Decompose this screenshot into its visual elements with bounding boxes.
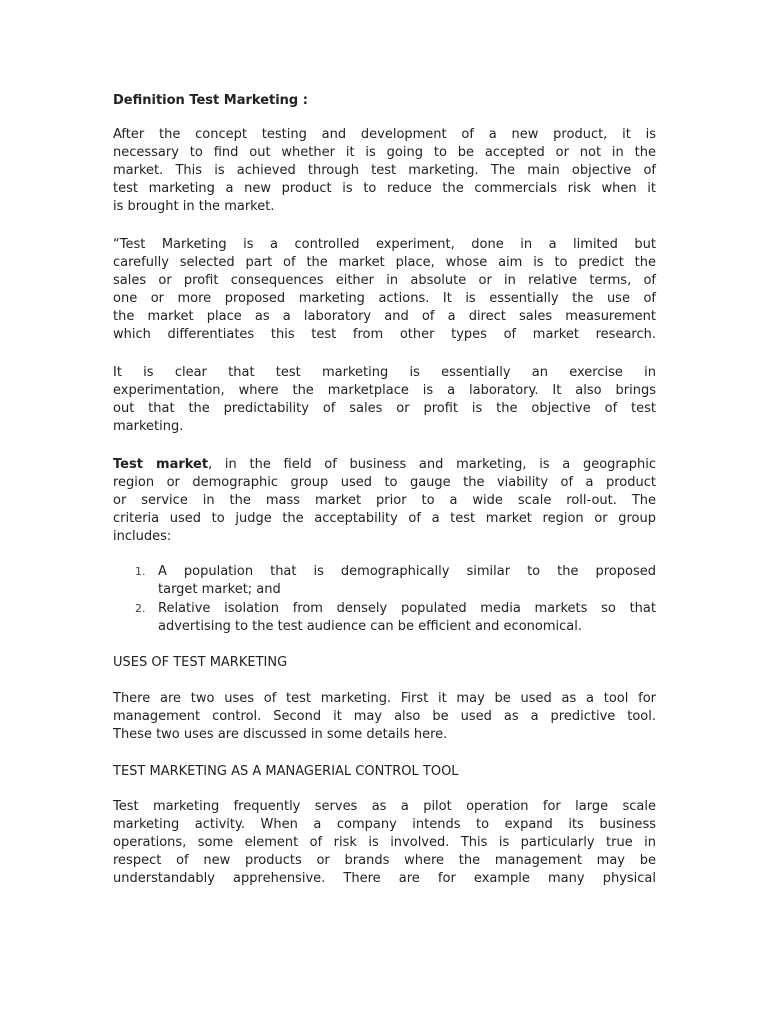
text-line: A population that is demographically similar to the proposed xyxy=(158,564,656,579)
paragraph-clear xyxy=(113,364,656,436)
text-line: “Test Marketing is a controlled experiment, done in a limited but xyxy=(113,237,656,252)
text-line: out that the predictability of sales or profit is the objective of test xyxy=(113,401,656,416)
paragraph-definition-quote xyxy=(113,236,656,344)
text-line: It is clear that test marketing is essentially an exercise in xyxy=(113,365,656,380)
text-line: management control. Second it may also be used as a predictive tool. xyxy=(113,709,656,724)
text-line: criteria used to judge the acceptability of a test market region or group xyxy=(113,511,656,526)
text-line: sales or profit consequences either in absolute or in relative terms, of xyxy=(113,273,656,288)
paragraph-test-market xyxy=(113,456,656,546)
text-line: necessary to find out whether it is going to be accepted or not in the xyxy=(113,145,656,160)
text-line: includes: xyxy=(113,529,172,544)
heading-definition: Definition Test Marketing : xyxy=(113,93,308,108)
list-item xyxy=(135,600,656,636)
text-line: Test marketing frequently serves as a pilot operation for large scale xyxy=(113,799,656,814)
text-line: market. This is achieved through test marketing. The main objective of xyxy=(113,163,656,178)
heading-control-tool: TEST MARKETING AS A MANAGERIAL CONTROL TOOL xyxy=(113,764,459,779)
paragraph-intro xyxy=(113,126,656,216)
text-line: marketing activity. When a company intends to expand its business xyxy=(113,817,656,832)
paragraph-uses xyxy=(113,690,656,744)
text-line: These two uses are discussed in some details here. xyxy=(113,727,448,742)
text-line: carefully selected part of the market place, whose aim is to predict the xyxy=(113,255,656,270)
text-line: respect of new products or brands where the management may be xyxy=(113,853,656,868)
bold-term: Test market xyxy=(113,457,209,472)
text-line: operations, some element of risk is involved. This is particularly true in xyxy=(113,835,656,850)
text-line: test marketing a new product is to reduce the commercials risk when it xyxy=(113,181,656,196)
text-line: After the concept testing and development of a new product, it is xyxy=(113,127,656,142)
text-line: advertising to the test audience can be efficient and economical. xyxy=(158,619,582,634)
list-number: 2. xyxy=(135,602,146,615)
paragraph-control-tool xyxy=(113,798,656,888)
text-line: target market; and xyxy=(158,582,281,597)
text-line: experimentation, where the marketplace is a laboratory. It also brings xyxy=(113,383,656,398)
text-line: marketing. xyxy=(113,419,184,434)
text-line: is brought in the market. xyxy=(113,199,275,214)
text-line: or service in the mass market prior to a wide scale roll-out. The xyxy=(113,493,656,508)
text-line: understandably apprehensive. There are for example many physical xyxy=(113,871,656,886)
text-line: which differentiates this test from other types of market research. xyxy=(113,327,656,342)
text-line: the market place as a laboratory and of a direct sales measurement xyxy=(113,309,656,324)
list-item xyxy=(135,563,656,599)
text-line xyxy=(113,456,656,474)
text-line: region or demographic group used to gauge the viability of a product xyxy=(113,475,656,490)
heading-uses: USES OF TEST MARKETING xyxy=(113,655,288,670)
text-line: Relative isolation from densely populated media markets so that xyxy=(158,601,656,616)
text-run: , in the field of business and marketing, is a geographic xyxy=(208,457,656,472)
list-number: 1. xyxy=(135,565,146,578)
text-line: one or more proposed marketing actions. It is essentially the use of xyxy=(113,291,656,306)
text-line: There are two uses of test marketing. First it may be used as a tool for xyxy=(113,691,656,706)
